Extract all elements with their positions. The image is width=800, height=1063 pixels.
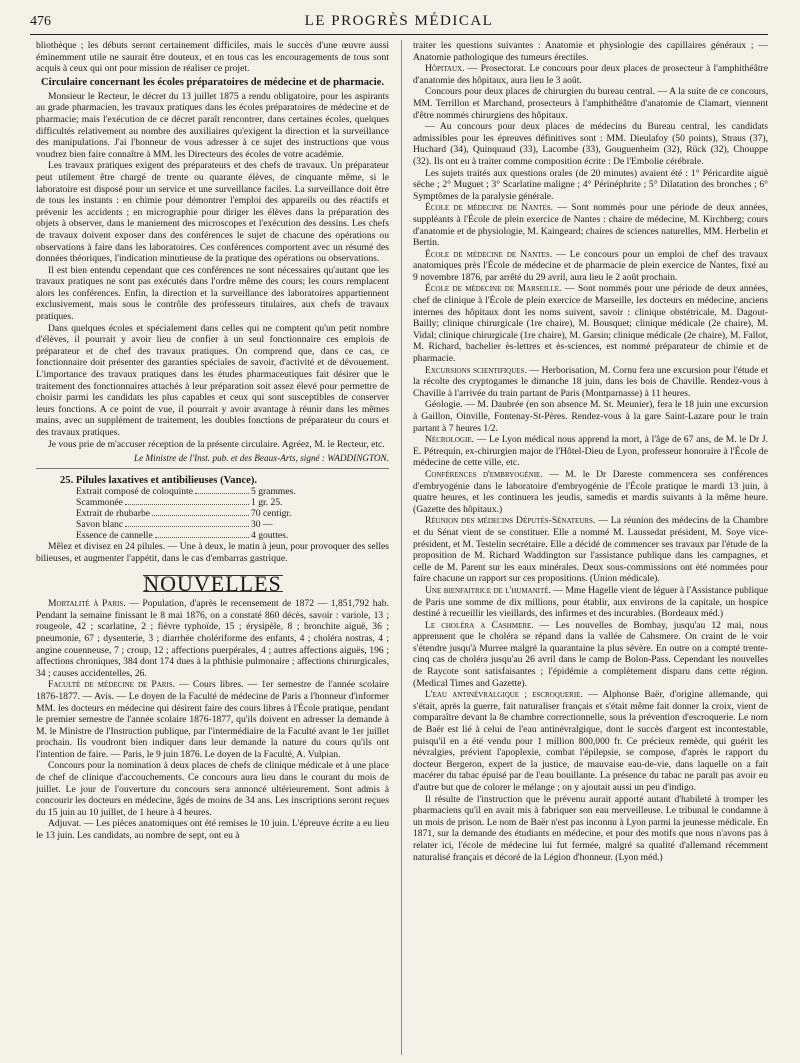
concours-item: Concours pour la nomination à deux places de chefs de clinique médicale et à une place de chef de clinique d'accouchements. Ce concours aura lieu dans le courant du mois de juillet. Le jour de l'ouverture du concours sera annoncé ultérieurement. Sont admis à concourir les docteurs en médecine, âgés de moins de 34 ans. Les inscriptions seront reçues du 15 juin au 10 juillet, de 1 heure à 4 heures. [36,760,389,818]
continuation-paragraph: traiter les questions suivantes : Anatomie et physiologie des capillaires généraux ; — Anatomie pathologique des tumeurs érectiles. [413,40,768,63]
hospitals-item: Hôpitaux. — Prosectorat. Le concours pour deux places de prosecteur à l'amphithéâtre d'anatomie des hôpitaux, aura lieu le 3 août. [413,63,768,86]
benefactress-item: Une bienfaitrice de l'humanité. — Mme Hagelle vient de léguer à l'Assistance publique de Paris une somme de dix millions, pour établir, aux environs de la capitale, un hospice destiné à recueillir les vieillards, des infirmes et des incurables. (Bordeaux méd.) [413,584,768,620]
oral-subjects-item: Les sujets traités aux questions orales (de 20 minutes) avaient été : 1° Péricardite aiguë sèche ; 2° Muguet ; 3° Scarlatine maligne ; 4° Périnéphrite ; 5° Dilatation des bronches ; 6° Symptômes de la paralysie générale. [413,167,768,202]
circular-signature: Le Ministre de l'Inst. pub. et des Beaux-Arts, signé : WADDINGTON. [36,453,389,469]
page-number: 476 [30,14,51,29]
geology-item: Géologie. — M. Daubrée (en son absence M. St. Meunier), fera le 18 juin une excursion à Gaillon, Oinville, Fontenay-St-Pères. Rendez-vous à la gare Saint-Lazare pour le train partant à 7 heures 1/2. [413,399,768,434]
page-header [30,12,768,35]
prescription-line: Essence de cannelle 4 gouttes. [76,530,289,542]
bureau-central-item: — Au concours pour deux places de médecins du Bureau central, les candidats admissibles pour les épreuves définitives sont : MM. Dieulafoy (50 points), Straus (37), Huchard (34), Quinquaud (33), Lacombe (33), Gouguenheim (32), Rück (32), Chouppe (32). Ils ont eu à traiter comme composition écrite : De l'Embolie cérébrale. [413,121,768,167]
circular-title: Circulaire concernant les écoles préparatoires de médecine et de pharmacie. [40,76,385,88]
mortality-item: Mortalité à Paris. — Population, d'après le recensement de 1872 — 1,851,792 hab. Pendant la semaine finissant le 8 mai 1876, on a constaté 860 décès, savoir : variole, 13 ; rougeole, 42 ; scarlatine, 2 ; fièvre typhoïde, 15 ; érysipèle, 8 ; bronchite aiguë, 36 ; pneumonie, 67 ; dysenterie, 3 ; diarrhée cholériforme des enfants, 4 ; choléra nostras, 4 ; angine couenneuse, 7 ; croup, 12 ; affections puerpérales, 4 ; autres affections aiguës, 196 ; affections chroniques, 384 dont 174 dues à la phthisie pulmonaire ; affections chirurgicales, 34 ; causes accidentelles, 26. [36,598,389,679]
prescription-line: Extrait composé de coloquinte 5 grammes. [76,486,296,498]
nouvelles-heading: NOUVELLES [143,570,282,596]
deputies-item: Réunion des médecins Députés-Sénateurs. — La réunion des médecins de la Chambre et du Sénat vient de se constituer. Elle a nommé M. Laussedat président, M. Soye vice-président, et M. Testelin secrétaire. Elle a décidé de commencer ses travaux par l'étude de la proposition de M. Richard Waddington sur l'assistance publique dans les campagnes, et celle de M. Parent sur les eaux minérales. Deux sous-commissions ont été nommées pour faire chacune un rapport sur ces propositions. (Union médicale). [413,515,768,585]
right-column [413,40,768,1055]
prescription-line: Scammonée 1 gr. 25. [76,497,283,509]
prescription-list [36,486,389,541]
adjuvat-item: Adjuvat. — Les pièces anatomiques ont été remises le 10 juin. L'épreuve écrite a eu lieu le 13 juin. Les candidats, au nombre de sept, ont eu à [36,818,389,842]
circular-paragraph-3: Il est bien entendu cependant que ces conférences ne sont nécessaires qu'autant que les travaux pratiques ne sont pas exécutés dans l'ordre même des cours; les cours remplacent alors les conférences. Enfin, la direction et la surveillance des laboratoires appartiennent exclusivement, mais sous le contrôle des professeurs titulaires, aux chefs de travaux pratiques. [36,264,389,323]
intro-paragraph: bliothèque ; les débuts seront certainement difficiles, mais le succès d'une œuvre aussi éminemment utile ne saurait être douteux, et en tous cas les encouragements de tous sont acquis à ceux qui ont pour mission de réaliser ce projet. [36,40,389,75]
circular-paragraph-2: Les travaux pratiques exigent des préparateurs et des chefs de travaux. Un préparateur peut utilement être chargé de trente ou quarante élèves, de cinquante même, si le laboratoire est disposé pour un service et une surveillance faciles. La surveillance doit être de tous les instants : en chimie pour démontrer l'emploi des appareils ou des réactifs et prévenir les accidents ; en micrographie pour diriger les élèves dans la préparation des objets à observer, dans le maniement des microscopes et l'exécution des dessins. Les chefs de travaux doivent exposer dans des conférences le sujet de chacune des opérations ou observations à faire dans les laboratoires. Ces conférences comportent avec un résumé des données théoriques, l'indication minutieuse de la pratique des opérations ou observations. [36,160,389,265]
nantes-item-2: École de médecine de Nantes. — Le concours pour un emploi de chef des travaux anatomiques près l'École de médecine et de pharmacie de plein exercice de Nantes, fixé au 9 novembre 1876, par arrêté du 29 avril, aura lieu le 2 août prochain. [413,248,768,283]
circular-paragraph-1: Monsieur le Recteur, le décret du 13 juillet 1875 a rendu obligatoire, pour les aspirants au grade pharmacien, les travaux pratiques dans les écoles préparatoires de médecine et de pharmacie; mais l'exécution de ce décret paraît rencontrer, dans certaines écoles, quelques difficultés relativement au nombre des auxiliaires qu'exigent la direction et la surveillance des manipulations. J'ai l'honneur de vous adresser à ce sujet des instructions que vous voudrez bien faire connaître à MM. les Directeurs des écoles de votre académie. [36,90,389,160]
surgeon-concours-item: Concours pour deux places de chirurgien du bureau central. — A la suite de ce concours, MM. Terrillon et Marchand, prosecteurs à l'amphithéâtre d'anatomie de Clamart, viennent d'être nommés chirurgiens des hôpitaux. [413,86,768,121]
circular-paragraph-4: Dans quelques écoles et spécialement dans celles qui ne comptent qu'un petit nombre d'élèves, il pourrait y avoir lieu de confier à un seul fonctionnaire ces emplois de préparateur et de chef des travaux pratiques. On comprend que, dans ce cas, ce fonctionnaire doit présenter des garanties spéciales de savoir, d'activité et de dévouement. L'importance des travaux pratiques dans les études pharmaceutiques fait désirer que le traitement des fonctionnaires attachés à leur préparation soit assez élevé pour permettre de choisir parmi les candidats les plus capables et ceux qui sont susceptibles de conserver leurs fonctions. A ce point de vue, il pourrait y avoir avantage à réunir dans les mêmes mains, avec un supplément de traitement, les doubles fonctions de préparateur du cours et des travaux pratiques. [36,322,389,438]
excursions-item: Excursions scientifiques. — Herborisation, M. Cornu fera une excursion pour l'étude et la récolte des cryptogames le dimanche 18 juin, dans les bois de Chaville. Rendez-vous à Chaville à l'arrivée du train partant de Paris (Montparnasse) à 11 heures. [413,364,768,399]
left-column [36,40,389,1055]
prescription-line: Savon blanc 30 — [76,519,273,531]
conferences-item: Conférences d'embryogénie. — M. le Dr Dareste commencera ses conférences d'embryogénie dans le laboratoire d'embryogénie de l'École pratique le mardi 13 juin, à quatre heures, et les continuera les jeudis, samedis et mardis suivants à la même heure. (Gazette des hôpitaux.) [413,468,768,515]
cholera-item: Le choléra a Cashmere. — Les nouvelles de Bombay, jusqu'au 12 mai, nous apprennent que le choléra se répand dans la vallée de Cahsmere. On craint de le voir s'étendre jusqu'à Murree malgré la quarantaine la plus sévère. En outre on a compté trente-cinq cas de choléra jusqu'au 26 avril dans le camp de Bolon-Pass. Cependant les nouvelles de Raycote sont satisfaisantes ; l'épidémie a complètement disparu dans cette région. (Medical Times and Gazette). [413,619,768,689]
faculty-item: Faculté de médecine de Paris. — Cours libres. — 1er semestre de l'année scolaire 1876-1877. — Avis. — Le doyen de la Faculté de médecine de Paris a l'honneur d'informer MM. les docteurs en médecine qui désirent faire des cours libres à l'École pratique, pendant le premier semestre de l'année scolaire 1876-1877, qu'ils doivent en adresser la demande à M. le Ministre de l'Instruction publique, par l'intermédiaire de la Faculté avant le 1er juillet prochain. Ils voudront bien indiquer dans leur demande la nature du cours qu'ils ont l'intention de faire. — Paris, le 9 juin 1876. Le doyen de la Faculté, A. Vulpian. [36,679,389,760]
prescription-title: 25. Pilules laxatives et antibilieuses (Vance). [60,474,258,486]
fraud-item-continued: Il résulte de l'instruction que le prévenu aurait apporté autant d'habileté à tromper les pharmaciens qu'il en avait mis à fabriquer son eau merveilleuse. Le tribunal le condamne à un mois de prison. Le nom de Baër n'est pas inconnu à Lyon parmi la jeunesse médicale. En 1871, sur la demande des étudiants en médecine, et pour des motifs que nous n'avons pas à relater ici, l'école de médecine lui fut fermée, malgré sa qualité d'allemand récemment naturalisé français et décoré de la Légion d'honneur. (Lyon méd.) [413,793,768,863]
prescription-instructions: Mêlez et divisez en 24 pilules. — Une à deux, le matin à jeun, pour provoquer des selles bilieuses, et augmenter l'appétit, dans le cas d'embarras gastrique. [36,541,389,564]
column-divider [401,40,402,1055]
nantes-item-1: École de médecine de Nantes. — Sont nommés pour une période de deux années, suppléants à l'École de plein exercice de Nantes : chaire de médecine, M. Kirchberg; cours d'anatomie et de physiologie, M. Kaingeard; chaires de sciences naturelles, MM. Herbelin et Bertin. [413,202,768,249]
journal-title: LE PROGRÈS MÉDICAL [304,13,494,29]
circular-paragraph-5: Je vous prie de m'accuser réception de la présente circulaire. Agréez, M. le Recteur, etc. [48,438,385,450]
prescription-line: Extrait de rhubarbe 70 centigr. [76,508,292,520]
marseille-item: École de médecine de Marseille. — Sont nommés pour une période de deux années, chef de clinique à l'École de plein exercice de Marseille, les docteurs en médecine, anciens internes des hôpitaux dont les noms suivent, savoir : clinique obstétricale, M. Dagout-Bailly; clinique chirurgicale (1re chaire), M. Bousquet; clinique médicale (2e chaire), M. Vidal; clinique chirurgicale (1re chaire), M. Garsin; clinique médicale (2e chaire), M. Fallot, M. Richard, bachelier ès-lettres et ès-sciences, est nommé préparateur de chimie et de pharmacie. [413,283,768,365]
fraud-item: L'eau antinévralgique ; escroquerie. — Alphonse Baër, d'origine allemande, qui s'était, après la guerre, fait naturaliser français et s'était même fait donner la croix, vient de comparaître devant la 8e chambre correctionnelle, sous la prévention d'escroquerie. Le nom de Baër est lié à celui de l'eau antinévralgique, dont le succès d'argent est incontestable, puisqu'il en a été vendu pour 1 million 800,000 fr. Ce précieux remède, qui guérit les névralgies, prévient l'apoplexie, combat l'épilepsie, se compose, d'après le rapport du docteur Bergeron, expert de la justice, de mauvaise eau-de-vie, dans laquelle on a fait macérer du tabac épuisé par de l'eau bouillante. La présence du tabac ne paraît pas avoir eu d'autre but que de colorer le mélange ; on y ajoutait aussi un peu d'indigo. [413,689,768,793]
necrology-item: Nécrologie. — Le Lyon médical nous apprend la mort, à l'âge de 67 ans, de M. le Dr J. E. Pétrequin, ex-chirurgien major de l'Hôtel-Dieu de Lyon, professeur honoraire à l'École de médecine de cette ville, etc. [413,434,768,469]
